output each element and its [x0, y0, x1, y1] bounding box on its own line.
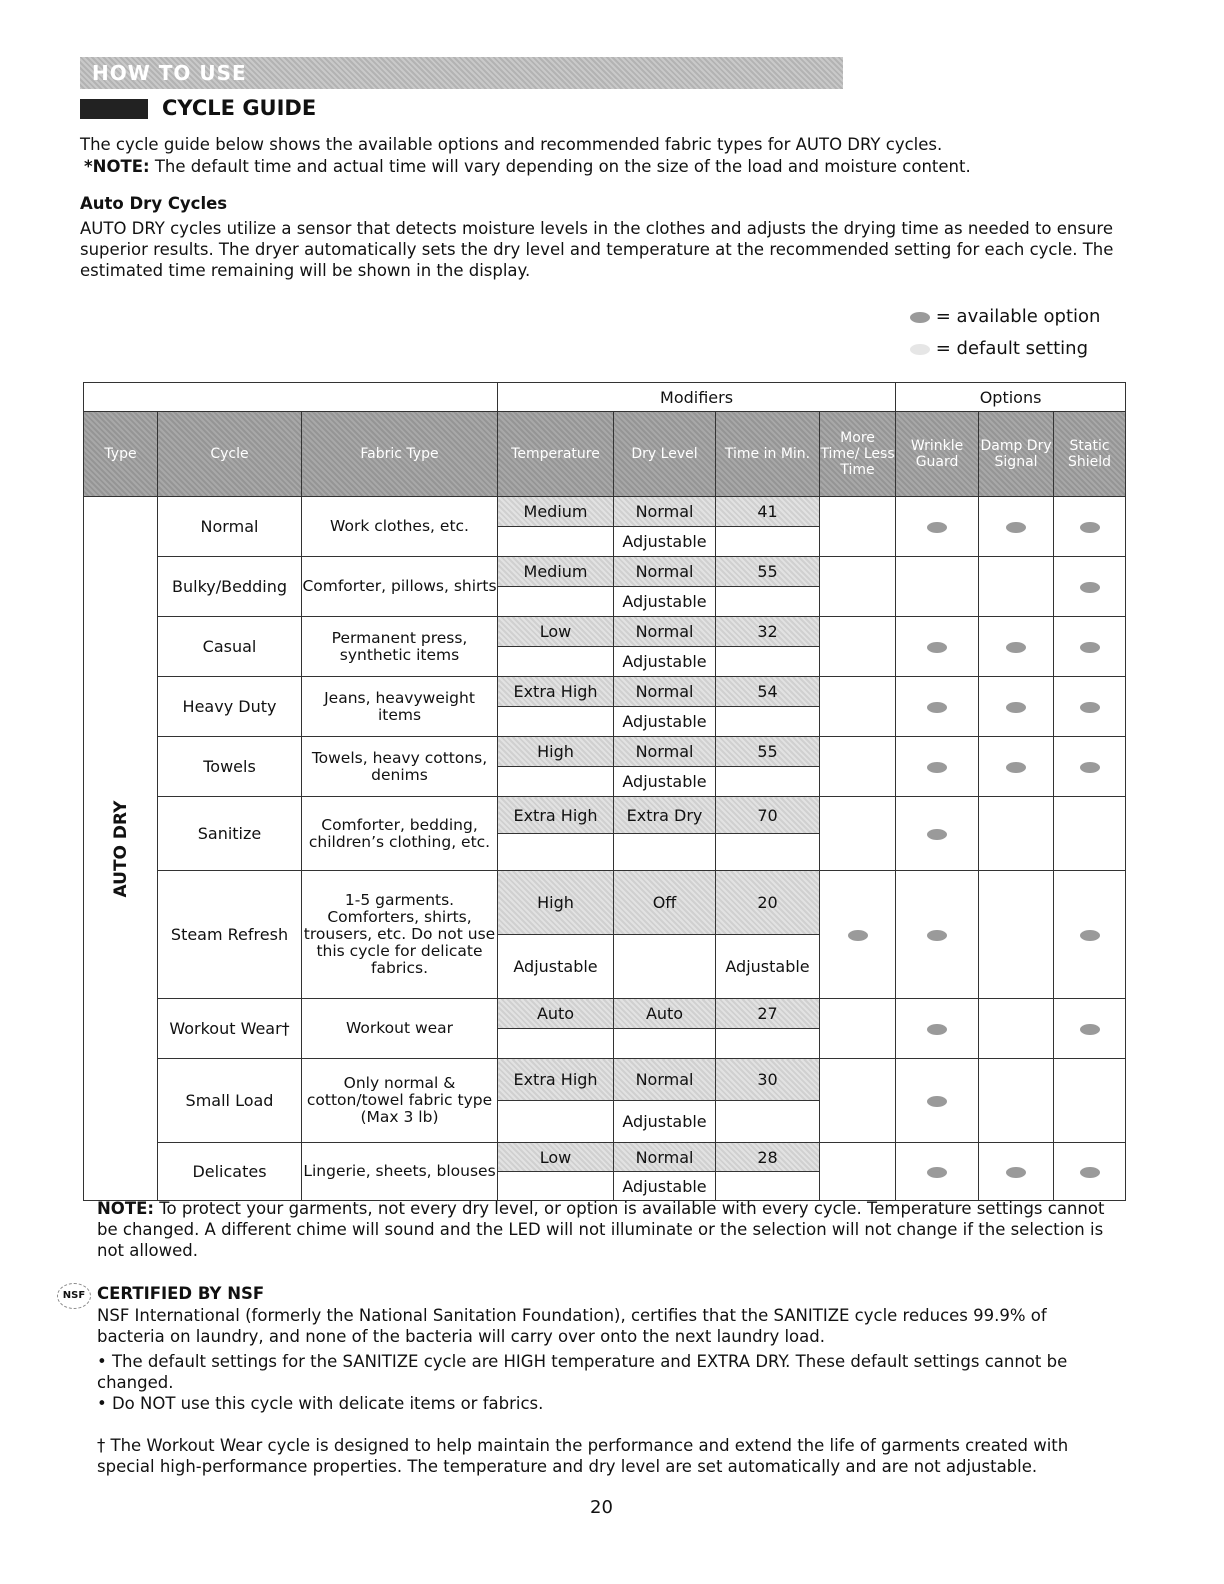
available-dot-icon	[1006, 1167, 1026, 1178]
cycle-name: Heavy Duty	[158, 677, 302, 737]
temperature-default: Extra High	[498, 1059, 614, 1101]
temperature-default: Auto	[498, 999, 614, 1029]
table-row	[84, 999, 1126, 1029]
table-row	[84, 871, 1126, 935]
temperature-alt	[498, 707, 614, 737]
available-dot-icon	[910, 312, 930, 323]
fabric-type: Permanent press, synthetic items	[302, 617, 498, 677]
nsf-logo-icon: NSF	[57, 1283, 91, 1309]
dry-level-alt	[614, 1029, 716, 1059]
time-default: 55	[716, 737, 820, 767]
temperature-default: Medium	[498, 497, 614, 527]
time-default: 32	[716, 617, 820, 647]
cycle-name: Sanitize	[158, 797, 302, 871]
time-default: 41	[716, 497, 820, 527]
dry-level-alt: Adjustable	[614, 587, 716, 617]
nsf-heading: CERTIFIED BY NSF	[97, 1284, 265, 1303]
available-dot-icon	[1080, 702, 1100, 713]
cycle-name: Normal	[158, 497, 302, 557]
table-row	[84, 1143, 1126, 1172]
time-alt	[716, 1029, 820, 1059]
available-dot-icon	[927, 829, 947, 840]
dry-level-default: Normal	[614, 1059, 716, 1101]
option-cell	[896, 1143, 979, 1201]
time-alt	[716, 1172, 820, 1201]
time-default: 55	[716, 557, 820, 587]
temperature-alt	[498, 1172, 614, 1201]
dry-level-alt	[614, 935, 716, 999]
time-alt	[716, 1101, 820, 1143]
available-dot-icon	[927, 1096, 947, 1107]
available-dot-icon	[1080, 582, 1100, 593]
type-label: AUTO DRY	[110, 800, 131, 897]
option-cell	[896, 557, 979, 617]
group-header-row	[84, 383, 1126, 412]
option-cell	[1054, 497, 1126, 557]
option-cell	[896, 871, 979, 999]
time-alt: Adjustable	[716, 935, 820, 999]
option-cell	[1054, 617, 1126, 677]
time-alt	[716, 834, 820, 871]
options-header: Options	[896, 383, 1126, 412]
type-cell	[84, 497, 158, 1201]
dry-level-default: Normal	[614, 497, 716, 527]
option-cell	[820, 617, 896, 677]
option-cell	[896, 497, 979, 557]
temperature-default: High	[498, 871, 614, 935]
table-row	[84, 1059, 1126, 1101]
column-header-row	[84, 412, 1126, 497]
table-row	[84, 737, 1126, 767]
legend-available-text: = available option	[935, 306, 1101, 327]
dry-level-default: Off	[614, 871, 716, 935]
option-cell	[979, 1059, 1054, 1143]
temperature-default: Extra High	[498, 797, 614, 834]
dry-level-default: Auto	[614, 999, 716, 1029]
time-alt	[716, 647, 820, 677]
option-cell	[820, 557, 896, 617]
option-cell	[979, 999, 1054, 1059]
available-dot-icon	[1080, 930, 1100, 941]
fabric-type: Only normal & cotton/towel fabric type (Max 3 lb)	[302, 1059, 498, 1143]
nsf-text: NSF International (formerly the National Sanitation Foundation), certifies that the SANITIZE cycle reduces 99.9% of bacteria on laundry, and none of the bacteria will carry over onto the next laundry load.	[97, 1306, 1047, 1346]
option-cell	[979, 677, 1054, 737]
note-paragraph	[84, 156, 1164, 177]
available-dot-icon	[848, 930, 868, 941]
option-cell	[820, 797, 896, 871]
fabric-type: Comforter, pillows, shirts	[302, 557, 498, 617]
fabric-type: Jeans, heavyweight items	[302, 677, 498, 737]
time-alt	[716, 527, 820, 557]
option-cell	[820, 1143, 896, 1201]
dry-level-default: Normal	[614, 677, 716, 707]
option-cell	[896, 677, 979, 737]
auto-dry-heading: Auto Dry Cycles	[80, 194, 228, 213]
cycle-name: Delicates	[158, 1143, 302, 1201]
available-dot-icon	[927, 762, 947, 773]
option-cell	[1054, 737, 1126, 797]
time-alt	[716, 587, 820, 617]
col-dry-level: Dry Level	[614, 412, 716, 497]
option-cell	[820, 677, 896, 737]
option-cell	[1054, 999, 1126, 1059]
option-cell	[896, 1059, 979, 1143]
auto-dry-text: AUTO DRY cycles utilize a sensor that detects moisture levels in the clothes and adjusts the drying time as needed to ensure superior results. The dryer automatically sets the dry level and temperature at the recommended setting for each cycle. The estimated time remaining will be shown in the display.	[80, 219, 1114, 280]
available-dot-icon	[927, 702, 947, 713]
available-dot-icon	[927, 642, 947, 653]
temperature-alt	[498, 527, 614, 557]
note2-text: To protect your garments, not every dry level, or option is available with every cycle. Temperature settings cannot be changed. A different chime will sound and the LED will not illuminate or the selection will not change if the selection is not allowed.	[97, 1199, 1105, 1260]
col-more-less-time: More Time/ Less Time	[820, 412, 896, 497]
table-row	[84, 557, 1126, 587]
dry-level-alt	[614, 834, 716, 871]
col-cycle: Cycle	[158, 412, 302, 497]
temperature-alt	[498, 834, 614, 871]
temperature-alt	[498, 1029, 614, 1059]
col-temperature: Temperature	[498, 412, 614, 497]
option-cell	[1054, 1059, 1126, 1143]
temperature-default: Low	[498, 1143, 614, 1172]
temperature-default: Extra High	[498, 677, 614, 707]
time-alt	[716, 707, 820, 737]
dry-level-default: Normal	[614, 737, 716, 767]
title-marker	[80, 99, 148, 119]
option-cell	[979, 1143, 1054, 1201]
available-dot-icon	[1080, 1167, 1100, 1178]
nsf-bullet-1: • The default settings for the SANITIZE cycle are HIGH temperature and EXTRA DRY. These default settings cannot be changed.	[97, 1352, 1068, 1392]
option-cell	[979, 871, 1054, 999]
note-label: *NOTE:	[84, 157, 150, 176]
temperature-alt: Adjustable	[498, 935, 614, 999]
dry-level-alt: Adjustable	[614, 707, 716, 737]
fabric-type: Towels, heavy cottons, denims	[302, 737, 498, 797]
option-cell	[820, 871, 896, 999]
time-default: 20	[716, 871, 820, 935]
option-cell	[979, 497, 1054, 557]
col-fabric: Fabric Type	[302, 412, 498, 497]
table-row	[84, 497, 1126, 527]
option-cell	[820, 737, 896, 797]
option-cell	[979, 617, 1054, 677]
option-cell	[979, 557, 1054, 617]
available-dot-icon	[1080, 1024, 1100, 1035]
option-cell	[896, 617, 979, 677]
time-default: 30	[716, 1059, 820, 1101]
nsf-bullet-2: • Do NOT use this cycle with delicate items or fabrics.	[97, 1394, 544, 1413]
option-cell	[1054, 797, 1126, 871]
temperature-alt	[498, 767, 614, 797]
col-type: Type	[84, 412, 158, 497]
dry-level-alt: Adjustable	[614, 527, 716, 557]
option-cell	[896, 999, 979, 1059]
time-alt	[716, 767, 820, 797]
dagger-footnote: † The Workout Wear cycle is designed to help maintain the performance and extend the life of garments created with special high-performance properties. The temperature and dry level are set automatically and are not adjustable.	[97, 1436, 1069, 1476]
cycle-name: Small Load	[158, 1059, 302, 1143]
note-2	[97, 1198, 1117, 1261]
available-dot-icon	[1006, 762, 1026, 773]
cycle-name: Casual	[158, 617, 302, 677]
time-default: 28	[716, 1143, 820, 1172]
default-dot-icon	[910, 344, 930, 355]
option-cell	[1054, 557, 1126, 617]
note-text: The default time and actual time will vary depending on the size of the load and moisture content.	[154, 157, 971, 176]
option-cell	[896, 737, 979, 797]
available-dot-icon	[1006, 702, 1026, 713]
cycle-guide-table	[83, 382, 1126, 1201]
temperature-alt	[498, 647, 614, 677]
option-cell	[1054, 871, 1126, 999]
time-default: 70	[716, 797, 820, 834]
dry-level-default: Normal	[614, 557, 716, 587]
fabric-type: Workout wear	[302, 999, 498, 1059]
option-cell	[1054, 677, 1126, 737]
dry-level-default: Extra Dry	[614, 797, 716, 834]
available-dot-icon	[927, 930, 947, 941]
temperature-default: High	[498, 737, 614, 767]
section-banner: HOW TO USE	[80, 57, 843, 89]
time-default: 54	[716, 677, 820, 707]
dry-level-default: Normal	[614, 1143, 716, 1172]
page-number: 20	[590, 1497, 613, 1518]
available-dot-icon	[1080, 642, 1100, 653]
dry-level-alt: Adjustable	[614, 1101, 716, 1143]
page-title: CYCLE GUIDE	[162, 96, 317, 120]
col-time: Time in Min.	[716, 412, 820, 497]
cycle-name: Workout Wear†	[158, 999, 302, 1059]
option-cell	[896, 797, 979, 871]
fabric-type: 1-5 garments. Comforters, shirts, trousers, etc. Do not use this cycle for delicate fabrics.	[302, 871, 498, 999]
col-damp-dry: Damp Dry Signal	[979, 412, 1054, 497]
legend-available	[910, 306, 1100, 327]
option-cell	[979, 797, 1054, 871]
available-dot-icon	[927, 522, 947, 533]
temperature-default: Low	[498, 617, 614, 647]
temperature-default: Medium	[498, 557, 614, 587]
cycle-name: Bulky/Bedding	[158, 557, 302, 617]
legend-default-text: = default setting	[935, 338, 1088, 359]
available-dot-icon	[927, 1024, 947, 1035]
fabric-type: Comforter, bedding, children’s clothing, etc.	[302, 797, 498, 871]
table-row	[84, 677, 1126, 707]
dry-level-alt: Adjustable	[614, 647, 716, 677]
option-cell	[820, 999, 896, 1059]
available-dot-icon	[927, 1167, 947, 1178]
cycle-name: Towels	[158, 737, 302, 797]
option-cell	[820, 497, 896, 557]
col-wrinkle-guard: Wrinkle Guard	[896, 412, 979, 497]
fabric-type: Lingerie, sheets, blouses	[302, 1143, 498, 1201]
available-dot-icon	[1006, 522, 1026, 533]
table-row	[84, 797, 1126, 834]
dry-level-alt: Adjustable	[614, 1172, 716, 1201]
modifiers-header: Modifiers	[498, 383, 896, 412]
intro-text: The cycle guide below shows the available options and recommended fabric types for AUTO DRY cycles.	[80, 135, 943, 154]
fabric-type: Work clothes, etc.	[302, 497, 498, 557]
dry-level-alt: Adjustable	[614, 767, 716, 797]
available-dot-icon	[1080, 522, 1100, 533]
option-cell	[979, 737, 1054, 797]
temperature-alt	[498, 587, 614, 617]
available-dot-icon	[1080, 762, 1100, 773]
col-static-shield: Static Shield	[1054, 412, 1126, 497]
option-cell	[1054, 1143, 1126, 1201]
table-row	[84, 617, 1126, 647]
cycle-name: Steam Refresh	[158, 871, 302, 999]
dry-level-default: Normal	[614, 617, 716, 647]
available-dot-icon	[1006, 642, 1026, 653]
option-cell	[820, 1059, 896, 1143]
time-default: 27	[716, 999, 820, 1029]
temperature-alt	[498, 1101, 614, 1143]
note2-label: NOTE:	[97, 1199, 154, 1218]
legend-default	[910, 338, 1088, 359]
